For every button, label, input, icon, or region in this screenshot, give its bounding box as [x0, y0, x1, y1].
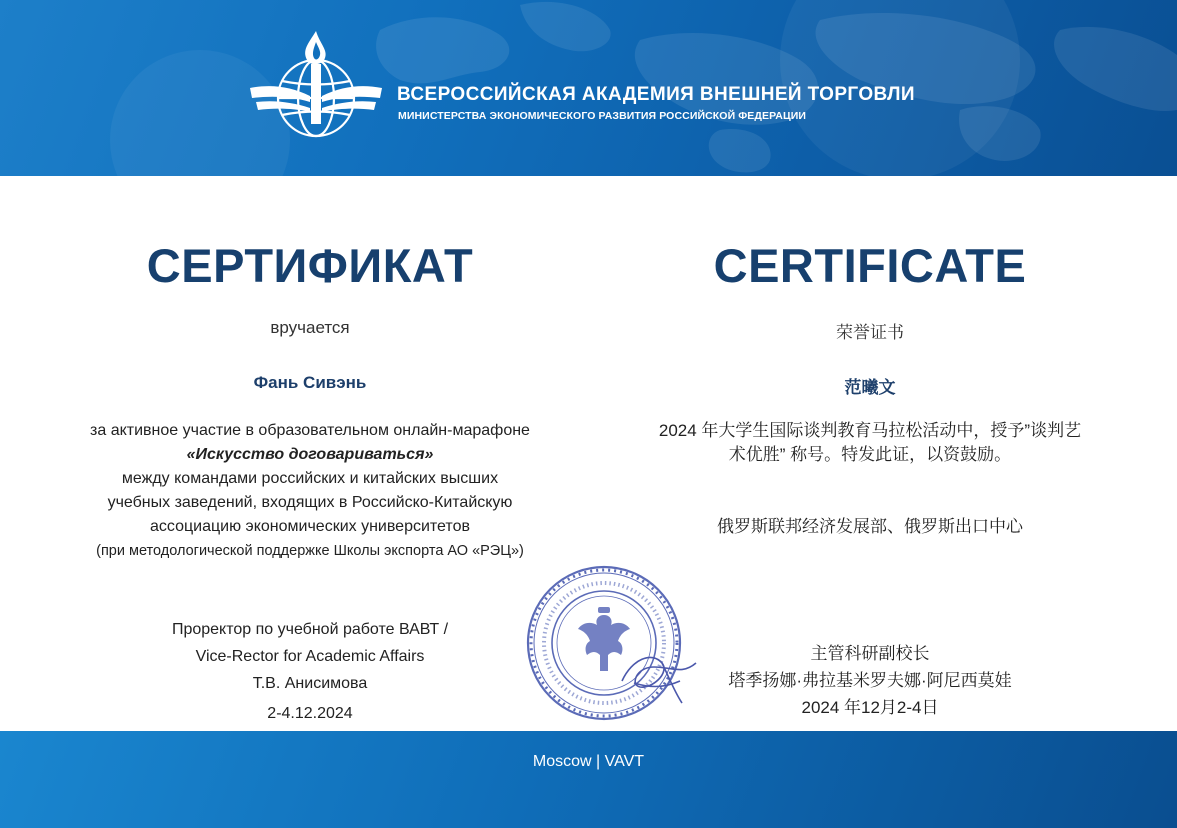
certificate-title-en: CERTIFICATE	[713, 239, 1027, 292]
organization-subtitle: МИНИСТЕРСТВА ЭКОНОМИЧЕСКОГО РАЗВИТИЯ РОССИЙСКОЙ ФЕДЕРАЦИИ	[398, 110, 807, 122]
body-line: учебных заведений, входящих в Российско-Китайскую	[107, 494, 513, 511]
certificate-body-cn	[600, 419, 1140, 467]
header-banner	[0, 0, 1177, 176]
signatory-position-en: Vice-Rector for Academic Affairs	[195, 648, 425, 665]
academy-logo-icon	[250, 26, 382, 146]
body-line: 术优胜” 称号。特发此证，以资鼓励。	[728, 445, 1012, 464]
body-line: между командами российских и китайских высших	[121, 470, 499, 487]
double-headed-eagle-icon	[578, 607, 630, 671]
body-line: 2024 年大学生国际谈判教育马拉松活动中，授予”谈判艺	[658, 421, 1082, 440]
event-name: «Искусство договариваться»	[186, 446, 434, 463]
date-ru: 2-4.12.2024	[267, 705, 353, 722]
recipient-name-cn: 范曦文	[844, 378, 896, 397]
official-seal-stamp-icon	[512, 563, 712, 725]
signatory-name: Т.В. Анисимова	[252, 675, 368, 692]
certificate-body-ru	[50, 419, 570, 563]
recipient-name-ru: Фань Сивэнь	[253, 373, 367, 392]
certificate-title-ru: СЕРТИФИКАТ	[146, 239, 474, 292]
date-cn: 2024 年12月2-4日	[801, 698, 939, 717]
footer-banner	[0, 731, 1177, 828]
signatory-name: 塔季扬娜·弗拉基米罗夫娜·阿尼西莫娃	[728, 671, 1012, 690]
ministry-text-cn: 俄罗斯联邦经济发展部、俄罗斯出口中心	[717, 517, 1023, 536]
awarded-text-cn: 荣誉证书	[836, 323, 904, 342]
signatory-ru	[50, 616, 570, 697]
body-line: (при методологической поддержке Школы экспорта АО «РЭЦ»)	[96, 543, 524, 559]
body-line: за активное участие в образовательном онлайн-марафоне	[90, 422, 530, 439]
body-line: ассоциацию экономических университетов	[150, 518, 470, 535]
awarded-text-ru: вручается	[270, 318, 350, 337]
signatory-position: Проректор по учебной работе ВАВТ /	[171, 621, 449, 638]
organization-title: ВСЕРОССИЙСКАЯ АКАДЕМИЯ ВНЕШНЕЙ ТОРГОВЛИ	[397, 84, 915, 105]
footer-location-text: Moscow | VAVT	[532, 753, 645, 770]
signatory-position: 主管科研副校长	[810, 644, 930, 663]
